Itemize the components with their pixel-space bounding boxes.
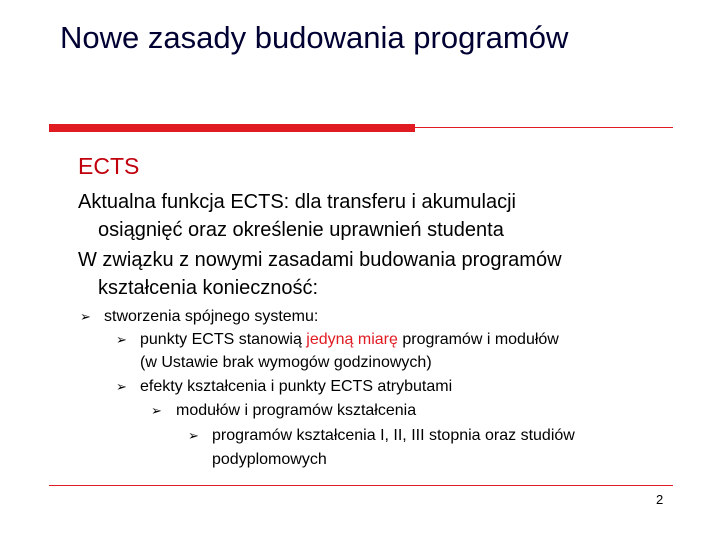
ects-heading: ECTS [78, 153, 140, 179]
arrow-bullet-icon: ➢ [151, 403, 162, 418]
title-underline-thick [49, 124, 415, 132]
paragraph-ects-function-line1 [78, 188, 516, 216]
paragraph-ects-function-line2: osiągnięć oraz określenie uprawnień studenta [98, 219, 504, 241]
arrow-bullet-icon: ➢ [80, 309, 91, 324]
paragraph-ects-function [78, 188, 516, 244]
bullet-modules-programs: modułów i programów kształcenia [176, 402, 417, 419]
bullet-study-levels-line2: podyplomowych [212, 451, 327, 468]
arrow-bullet-icon: ➢ [188, 428, 199, 443]
title-underline-thin [415, 127, 673, 128]
paragraph-new-rules-line2: kształcenia konieczność: [98, 277, 319, 299]
bullet-study-levels: programów kształcenia I, II, III stopnia oraz studiów [212, 427, 575, 444]
ects-function-rest: : dla transferu i akumulacji [283, 191, 516, 213]
bullet-ects-measure [140, 328, 559, 351]
page-number: 2 [656, 492, 664, 507]
bullet-ects-measure-post: programów i modułów [397, 331, 559, 348]
arrow-bullet-icon: ➢ [116, 379, 127, 394]
paragraph-new-rules-line1: W związku z nowymi zasadami budowania programów [78, 249, 562, 271]
bullet-ects-measure-pre: punkty ECTS stanowią [140, 331, 307, 348]
ects-function-lead: Aktualna funkcja ECTS [78, 191, 284, 213]
arrow-bullet-icon: ➢ [116, 332, 127, 347]
bullet-coherent-system: stworzenia spójnego systemu: [104, 308, 319, 325]
bullet-ects-measure-line2: (w Ustawie brak wymogów godzinowych) [140, 354, 432, 371]
footer-divider [49, 485, 673, 486]
bullet-learning-outcomes: efekty kształcenia i punkty ECTS atrybutami [140, 378, 453, 395]
highlight-only-measure: jedyną miarę [306, 331, 398, 348]
slide-title: Nowe zasady budowania programów [60, 20, 569, 55]
paragraph-new-rules [78, 246, 562, 302]
